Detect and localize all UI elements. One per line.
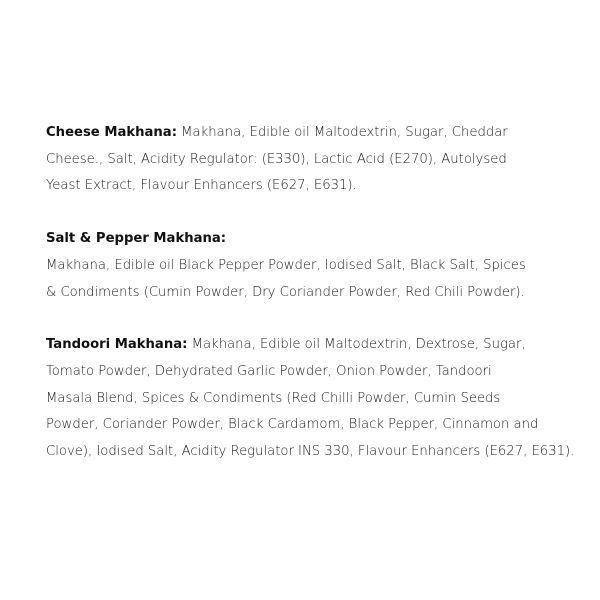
section-line: Masala Blend, Spices & Condiments (Red Chilli Powder, Cumin Seeds — [46, 390, 501, 406]
section-text: Makhana, Edible oil Maltodextrin, Sugar, Cheddar — [176, 125, 508, 140]
section-title: Cheese Makhana: — [46, 125, 177, 140]
section-title: Salt & Pepper Makhana: — [46, 231, 227, 247]
section-cheese-makhana — [46, 120, 586, 200]
section-line: Tomato Powder, Dehydrated Garlic Powder, Onion Powder, Tandoori — [46, 363, 492, 379]
section-line — [46, 332, 586, 359]
section-line: Cheese., Salt, Acidity Regulator: (E330), Lactic Acid (E270), Autolysed — [46, 151, 507, 167]
section-line: Powder, Coriander Powder, Black Cardamom, Black Pepper, Cinnamon and — [46, 417, 539, 433]
section-salt-pepper-makhana — [46, 226, 586, 306]
section-line: Clove), Iodised Salt, Acidity Regulator INS 330, Flavour Enhancers (E627, E631). — [46, 444, 575, 460]
section-line — [46, 120, 586, 147]
ingredients-list — [46, 120, 586, 492]
section-line: Makhana, Edible oil Black Pepper Powder, Iodised Salt, Black Salt, Spices — [46, 257, 526, 273]
section-text: Makhana, Edible oil Maltodextrin, Dextrose, Sugar, — [187, 337, 526, 353]
section-line: & Condiments (Cumin Powder, Dry Coriander Powder, Red Chili Powder). — [46, 284, 525, 300]
section-line: Yeast Extract, Flavour Enhancers (E627, E631). — [46, 178, 357, 194]
section-tandoori-makhana — [46, 332, 586, 466]
section-title: Tandoori Makhana: — [46, 337, 188, 353]
